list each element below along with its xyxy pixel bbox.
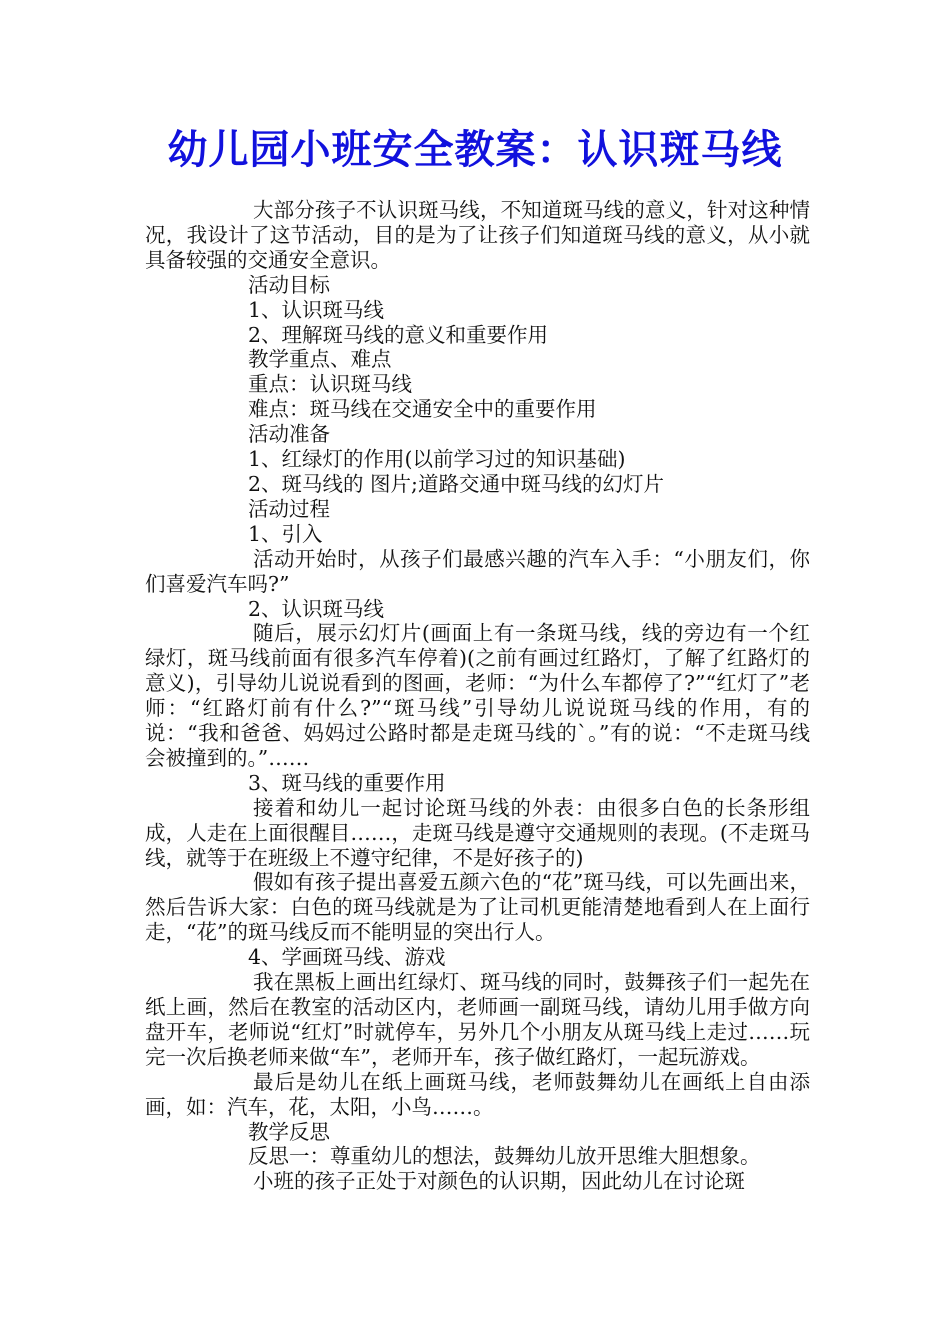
section-line: 难点：斑马线在交通安全中的重要作用 bbox=[248, 397, 597, 422]
body-paragraph: 假如有孩子提出喜爱五颜六色的“花”斑马线，可以先画出来，然后告诉大家：白色的斑马线就是为了让司机更能清楚地看到人在上面行走，“花”的斑马线反而不能明显的突出行人。 bbox=[145, 870, 810, 945]
section-line: 3、斑马线的重要作用 bbox=[248, 770, 446, 795]
document-body bbox=[145, 198, 810, 1194]
section-line: 1、认识斑马线 bbox=[248, 297, 385, 322]
section-line: 4、学画斑马线、游戏 bbox=[248, 945, 446, 970]
section-line: 活动准备 bbox=[248, 422, 330, 447]
body-paragraph: 活动开始时，从孩子们最感兴趣的汽车入手：“小朋友们，你们喜爱汽车吗?” bbox=[145, 546, 810, 596]
section-line: 教学反思 bbox=[248, 1119, 330, 1144]
section-line: 2、斑马线的 图片;道路交通中斑马线的幻灯片 bbox=[248, 471, 664, 496]
body-paragraph: 我在黑板上画出红绿灯、斑马线的同时，鼓舞孩子们一起先在纸上画，然后在教室的活动区内，老师画一副斑马线，请幼儿用手做方向盘开车，老师说“红灯”时就停车，另外几个小朋友从斑马线上走过……玩完一次后换老师来做“车”，老师开车，孩子做红路灯，一起玩游戏。 bbox=[145, 970, 810, 1069]
section-line: 教学重点、难点 bbox=[248, 347, 392, 372]
section-line: 反思一：尊重幼儿的想法，鼓舞幼儿放开思维大胆想象。 bbox=[248, 1144, 761, 1169]
body-paragraph: 大部分孩子不认识斑马线，不知道斑马线的意义，针对这种情况，我设计了这节活动，目的是为了让孩子们知道斑马线的意义，从小就具备较强的交通安全意识。 bbox=[145, 198, 810, 272]
section-line: 2、理解斑马线的意义和重要作用 bbox=[248, 322, 549, 347]
section-line: 活动目标 bbox=[248, 272, 330, 297]
section-line: 1、红绿灯的作用(以前学习过的知识基础) bbox=[248, 447, 626, 472]
body-paragraph: 小班的孩子正处于对颜色的认识期，因此幼儿在讨论斑 bbox=[253, 1169, 745, 1194]
section-line: 2、认识斑马线 bbox=[248, 596, 385, 621]
section-line: 1、引入 bbox=[248, 521, 323, 546]
body-paragraph: 随后，展示幻灯片(画面上有一条斑马线，线的旁边有一个红绿灯，斑马线前面有很多汽车停着)(之前有画过红路灯，了解了红路灯的意义)，引导幼儿说说看到的图画，老师：“为什么车都停了?”“红灯了”老师：“红路灯前有什么?”“斑马线”引导幼儿说说斑马线的作用，有的说：“我和爸爸、妈妈过公路时都是走斑马线的`。”有的说：“不走斑马线会被撞到的。”…… bbox=[145, 621, 810, 770]
body-paragraph: 接着和幼儿一起讨论斑马线的外表：由很多白色的长条形组成，人走在上面很醒目……，走斑马线是遵守交通规则的表现。(不走斑马线，就等于在班级上不遵守纪律，不是好孩子的) bbox=[145, 795, 810, 870]
document-title: 幼儿园小班安全教案：认识斑马线 bbox=[167, 126, 783, 173]
section-line: 重点：认识斑马线 bbox=[248, 372, 412, 397]
section-line: 活动过程 bbox=[248, 496, 330, 521]
body-paragraph: 最后是幼儿在纸上画斑马线，老师鼓舞幼儿在画纸上自由添画，如：汽车，花，太阳，小鸟……。 bbox=[145, 1069, 810, 1119]
